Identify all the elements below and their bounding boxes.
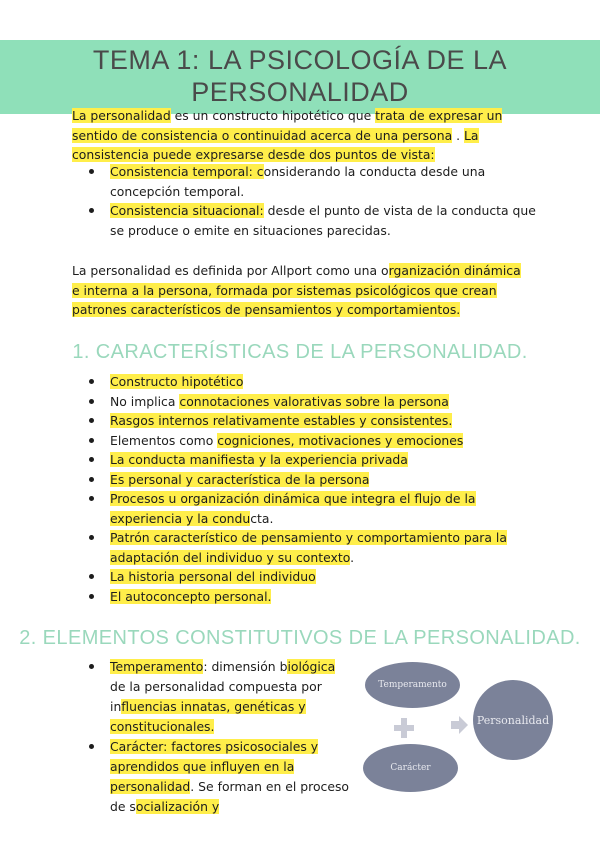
list-item-highlight: Carácter: factores psicosociales y aprendidos que influyen en la personalidad — [110, 739, 319, 794]
personality-diagram — [355, 660, 555, 795]
arrow-right-icon — [451, 716, 469, 734]
intro-text-2: . — [452, 127, 464, 143]
list-item-highlight: Consistencia situacional: — [110, 203, 264, 218]
characteristics-list — [72, 372, 540, 606]
list-item-highlight: Temperamento — [110, 659, 204, 674]
list-item-highlight: connotaciones valorativas sobre la persona — [179, 393, 449, 409]
list-item — [72, 162, 542, 201]
consistency-list — [72, 162, 542, 240]
list-item-text: cta. — [250, 510, 274, 526]
list-item-highlight: Rasgos internos relativamente estables y consistentes. — [110, 413, 453, 428]
list-item-text: onsiderando la conducta desde una concepción temporal. — [110, 164, 486, 199]
section-heading-characteristics: 1. CARACTERÍSTICAS DE LA PERSONALIDAD. — [72, 341, 528, 363]
allport-highlight: rganización dinámica e interna a la persona, formada por sistemas psicológicos que crean patrones característicos de pensamientos y comportamientos. — [72, 263, 521, 318]
list-item — [72, 392, 540, 412]
list-item — [72, 528, 540, 567]
list-item-highlight: El autoconcepto personal. — [110, 588, 272, 604]
list-item — [72, 587, 540, 607]
intro-paragraph — [72, 106, 532, 165]
list-item-highlight: Consistencia temporal: c — [110, 164, 264, 179]
list-item — [72, 201, 542, 240]
caracter-node-label: Carácter — [390, 763, 431, 773]
list-item-text: . — [350, 549, 355, 565]
list-item-highlight: Procesos u organización dinámica que integra el flujo de la experiencia y la condu — [110, 491, 476, 526]
list-item — [72, 372, 540, 392]
list-item-text: desde el punto de vista de la conducta que se produce o emite en situaciones parecidas. — [110, 203, 536, 238]
list-item — [72, 470, 540, 490]
intro-hl-3: La consistencia puede expresarse desde dos puntos de vista: — [72, 127, 479, 163]
elements-list — [72, 657, 354, 817]
list-item-text: No implica — [110, 393, 180, 409]
list-item-highlight: fluencias innatas, genéticas y constitucionales. — [110, 699, 306, 734]
list-item — [72, 567, 540, 587]
list-item — [72, 489, 540, 528]
plus-icon — [393, 717, 415, 739]
allport-text: La personalidad es definida por Allport como una o — [72, 263, 389, 279]
title-container — [0, 40, 600, 114]
temperamento-node — [365, 662, 460, 708]
list-item-highlight: La conducta manifiesta y la experiencia privada — [110, 452, 408, 467]
list-item-temperamento — [72, 657, 354, 737]
list-item-text: : dimensión b — [203, 659, 288, 674]
list-item-highlight: iológica — [287, 659, 336, 674]
list-item-highlight: cogniciones, motivaciones y emociones — [217, 432, 464, 448]
intro-hl-1: La personalidad — [72, 108, 171, 124]
list-item-caracter — [72, 737, 354, 817]
list-item-text: . Se forman en el proceso de s — [110, 779, 350, 814]
intro-text-1: es un constructo hipotético que — [170, 108, 376, 124]
temperamento-node-label: Temperamento — [378, 680, 447, 690]
personalidad-node — [473, 680, 553, 760]
list-item-highlight: Es personal y característica de la persona — [110, 471, 370, 487]
list-item-highlight: Patrón característico de pensamiento y comportamiento para la adaptación del individuo y su contexto — [110, 530, 507, 565]
list-item-highlight: La historia personal del individuo — [110, 569, 316, 584]
list-item — [72, 450, 540, 470]
section-heading-elements: 2. ELEMENTOS CONSTITUTIVOS DE LA PERSONALIDAD. — [19, 627, 581, 649]
list-item-highlight: Constructo hipotético — [110, 374, 244, 389]
list-item-highlight: ocialización y — [135, 799, 220, 814]
list-item-text: de la personalidad compuesta por in — [110, 679, 322, 714]
allport-paragraph — [72, 261, 532, 320]
caracter-node — [363, 744, 458, 792]
personalidad-node-label: Personalidad — [476, 713, 550, 727]
intro-hl-2: trata de expresar un sentido de consistencia o continuidad acerca de una persona — [72, 108, 503, 143]
list-item — [72, 411, 540, 431]
list-item-text: Elementos como — [110, 432, 218, 448]
page-title: TEMA 1: LA PSICOLOGÍA DE LA PERSONALIDAD — [0, 40, 600, 114]
list-item — [72, 431, 540, 451]
